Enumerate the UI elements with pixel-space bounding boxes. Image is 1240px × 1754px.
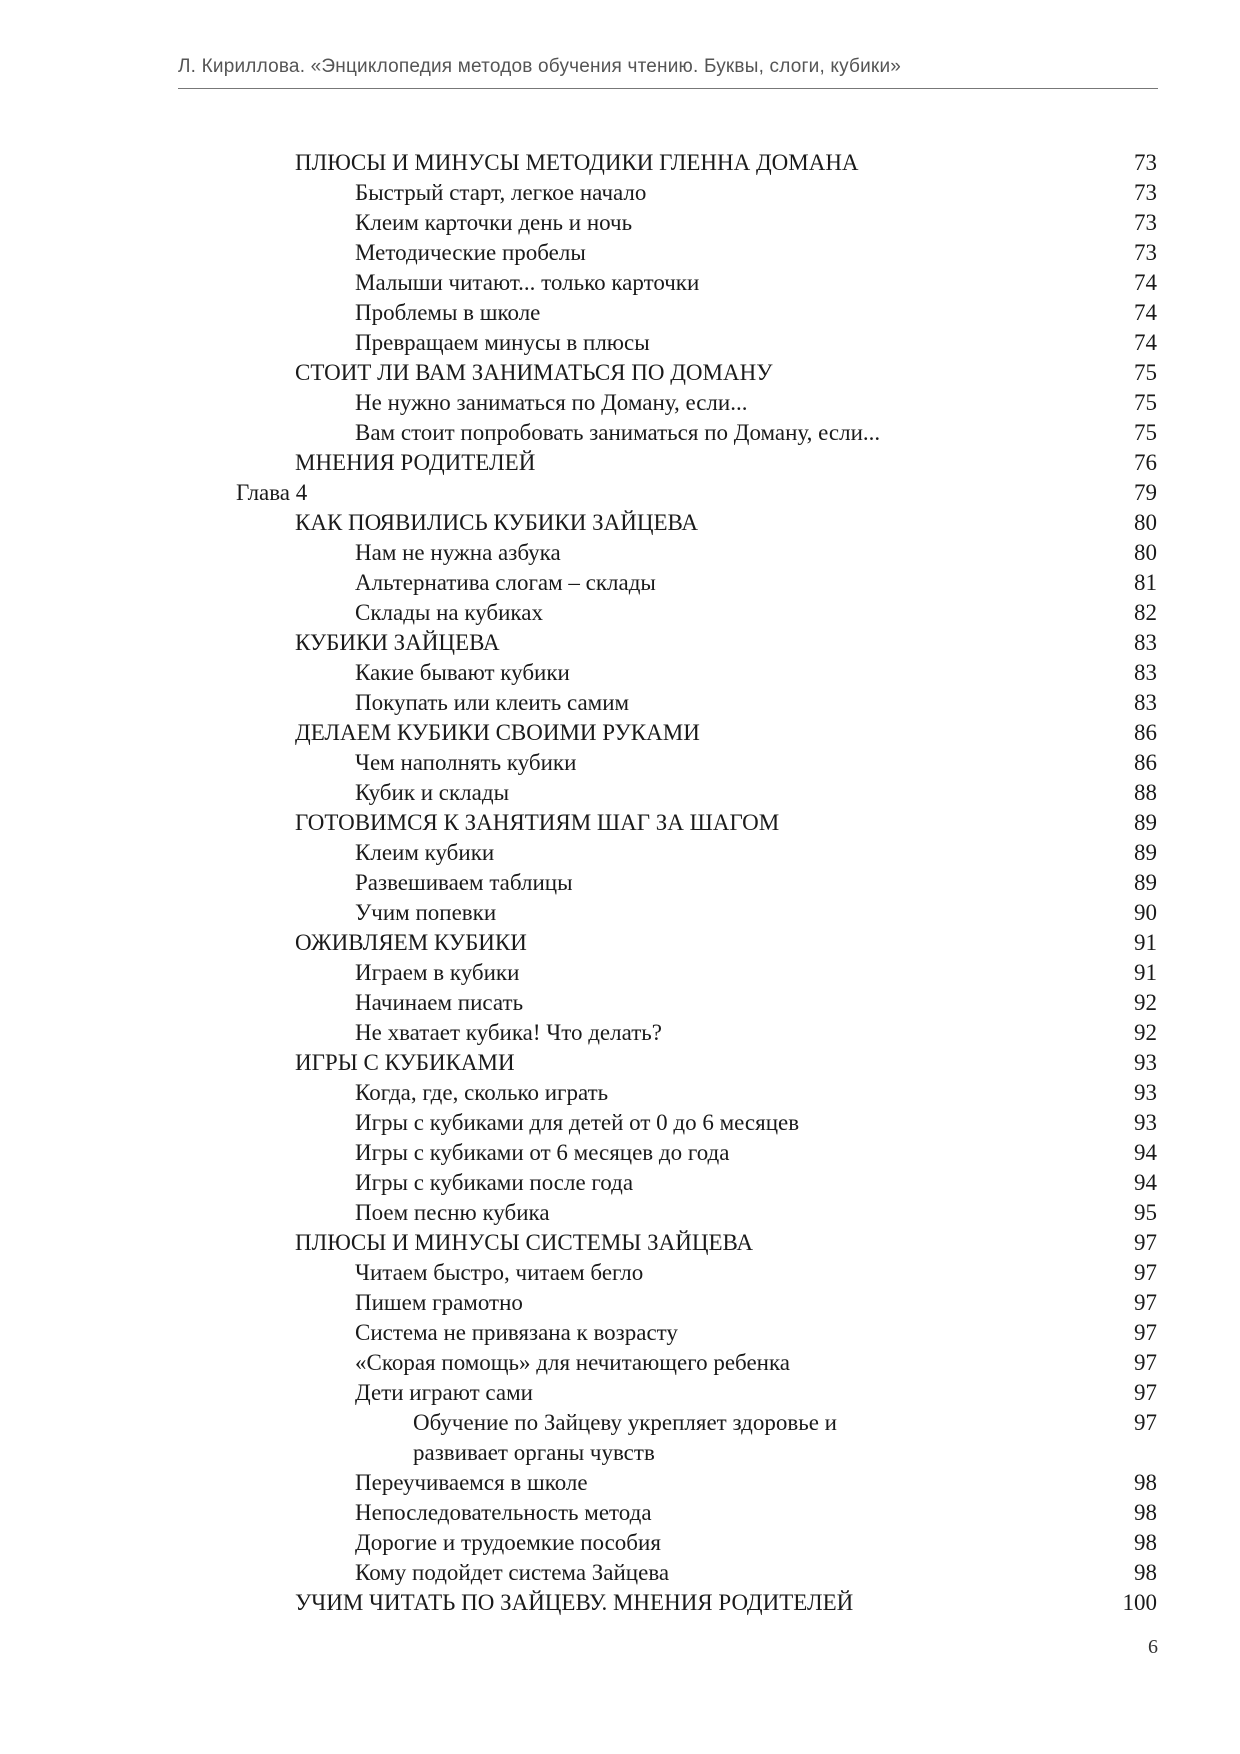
toc-entry: [0, 958, 1240, 988]
toc-entry: [0, 568, 1240, 598]
toc-entry-page: 89: [1134, 870, 1157, 895]
toc-entry-title: Учим попевки: [355, 900, 497, 925]
toc-entry-title: ПЛЮСЫ И МИНУСЫ МЕТОДИКИ ГЛЕННА ДОМАНА: [295, 150, 859, 175]
toc-entry-page: 97: [1134, 1350, 1157, 1375]
toc-entry: [0, 178, 1240, 208]
toc-entry: [0, 208, 1240, 238]
toc-entry-title: КУБИКИ ЗАЙЦЕВА: [295, 630, 500, 655]
toc-entry-title: Дорогие и трудоемкие пособия: [355, 1530, 661, 1555]
toc-entry-title: Быстрый старт, легкое начало: [355, 180, 647, 205]
toc-entry-page: 92: [1134, 1020, 1157, 1045]
toc-entry: [0, 298, 1240, 328]
toc-entry: [0, 238, 1240, 268]
toc-entry-page: 74: [1134, 270, 1157, 295]
toc-entry: [0, 478, 1240, 508]
toc-entry: [0, 148, 1240, 178]
toc-entry-page: 79: [1134, 480, 1157, 505]
toc-entry-title: Когда, где, сколько играть: [355, 1080, 609, 1105]
toc-entry-title: Система не привязана к возрасту: [355, 1320, 678, 1345]
toc-entry-title: Читаем быстро, читаем бегло: [355, 1260, 644, 1285]
toc-entry-page: 91: [1134, 960, 1157, 985]
toc-entry-title: ПЛЮСЫ И МИНУСЫ СИСТЕМЫ ЗАЙЦЕВА: [295, 1230, 754, 1255]
toc-entry-page: 97: [1134, 1260, 1157, 1285]
toc-entry: [0, 928, 1240, 958]
toc-entry: [0, 1258, 1240, 1288]
toc-entry-page: 97: [1134, 1230, 1157, 1255]
toc-entry-page: 73: [1134, 150, 1157, 175]
toc-entry-page: 93: [1134, 1080, 1157, 1105]
toc-entry: [0, 388, 1240, 418]
toc-entry: [0, 538, 1240, 568]
toc-entry-page: 93: [1134, 1110, 1157, 1135]
toc-entry-page: 76: [1134, 450, 1157, 475]
toc-entry: [0, 1288, 1240, 1318]
toc-entry: [0, 868, 1240, 898]
running-header: Л. Кириллова. «Энциклопедия методов обучения чтению. Буквы, слоги, кубики»: [178, 56, 902, 77]
toc-entry-page: 73: [1134, 210, 1157, 235]
toc-entry: [0, 448, 1240, 478]
toc-entry-title: Обучение по Зайцеву укрепляет здоровье и развивает органы чувств: [413, 1410, 837, 1465]
toc-entry-title: Нам не нужна азбука: [355, 540, 561, 565]
toc-entry-title: Игры с кубиками от 6 месяцев до года: [355, 1140, 730, 1165]
toc-entry: [0, 508, 1240, 538]
toc-entry: [0, 418, 1240, 448]
toc-entry-page: 83: [1134, 690, 1157, 715]
toc-entry: [0, 988, 1240, 1018]
toc-entry-title: Клеим кубики: [355, 840, 495, 865]
toc-entry: [0, 748, 1240, 778]
toc-entry-title: КАК ПОЯВИЛИСЬ КУБИКИ ЗАЙЦЕВА: [295, 510, 698, 535]
toc-entry-title: ОЖИВЛЯЕМ КУБИКИ: [295, 930, 527, 955]
toc-entry-page: 98: [1134, 1470, 1157, 1495]
toc-entry-title: Дети играют сами: [355, 1380, 533, 1405]
toc-entry-title: Превращаем минусы в плюсы: [355, 330, 650, 355]
toc-entry: [0, 718, 1240, 748]
toc-entry-page: 83: [1134, 630, 1157, 655]
toc-entry: [0, 1168, 1240, 1198]
toc-entry: [0, 268, 1240, 298]
toc-entry-page: 97: [1134, 1290, 1157, 1315]
toc-entry: [0, 1138, 1240, 1168]
toc-entry: [0, 838, 1240, 868]
toc-entry: [0, 1318, 1240, 1348]
toc-entry-title: Игры с кубиками после года: [355, 1170, 634, 1195]
toc-entry: [0, 1378, 1240, 1408]
toc-entry: [0, 778, 1240, 808]
toc-entry-page: 89: [1134, 810, 1157, 835]
toc-entry-title: Альтернатива слогам – склады: [355, 570, 656, 595]
toc-entry-page: 86: [1134, 720, 1157, 745]
toc-entry: [0, 1198, 1240, 1228]
toc-entry-title: Глава 4: [236, 480, 308, 505]
toc-entry: [0, 1078, 1240, 1108]
toc-entry: [0, 1558, 1240, 1588]
toc-entry: [0, 1108, 1240, 1138]
toc-entry-title: Клеим карточки день и ночь: [355, 210, 633, 235]
toc-entry: [0, 808, 1240, 838]
toc-entry-title: ГОТОВИМСЯ К ЗАНЯТИЯМ ШАГ ЗА ШАГОМ: [295, 810, 780, 835]
toc-entry-page: 81: [1134, 570, 1157, 595]
toc-entry-page: 86: [1134, 750, 1157, 775]
toc-entry-page: 80: [1134, 540, 1157, 565]
toc-entry-page: 97: [1134, 1320, 1157, 1345]
toc-entry-title: Начинаем писать: [355, 990, 524, 1015]
toc-entry: [0, 1348, 1240, 1378]
toc-entry-title: Кому подойдет система Зайцева: [355, 1560, 670, 1585]
toc-entry-title: Не хватает кубика! Что делать?: [355, 1020, 662, 1045]
toc-entry-page: 74: [1134, 330, 1157, 355]
toc-entry-title: Играем в кубики: [355, 960, 520, 985]
toc-entry: [0, 1018, 1240, 1048]
toc-entry-title: Вам стоит попробовать заниматься по Доману, если...: [355, 420, 881, 445]
toc-entry-page: 89: [1134, 840, 1157, 865]
toc-entry-page: 82: [1134, 600, 1157, 625]
toc-entry-title: Кубик и склады: [355, 780, 510, 805]
toc-entry-page: 97: [1134, 1380, 1157, 1405]
toc-entry: [0, 658, 1240, 688]
page-number: 6: [1148, 1636, 1158, 1658]
toc-entry: [0, 328, 1240, 358]
toc-entry-page: 73: [1134, 180, 1157, 205]
toc-entry-title: Развешиваем таблицы: [355, 870, 573, 895]
toc-entry: [0, 1528, 1240, 1558]
toc-entry-page: 98: [1134, 1500, 1157, 1525]
toc-entry: [0, 1468, 1240, 1498]
toc-entry-page: 95: [1134, 1200, 1157, 1225]
toc-entry-title: СТОИТ ЛИ ВАМ ЗАНИМАТЬСЯ ПО ДОМАНУ: [295, 360, 773, 385]
toc-entry-page: 100: [1122, 1590, 1157, 1615]
toc-entry-title: Методические пробелы: [355, 240, 586, 265]
toc-entry-page: 73: [1134, 240, 1157, 265]
toc-entry-page: 90: [1134, 900, 1157, 925]
toc-entry-title: Покупать или клеить самим: [355, 690, 630, 715]
toc-entry-page: 98: [1134, 1560, 1157, 1585]
toc-entry-title: Непоследовательность метода: [355, 1500, 652, 1525]
toc-entry-title: УЧИМ ЧИТАТЬ ПО ЗАЙЦЕВУ. МНЕНИЯ РОДИТЕЛЕЙ: [295, 1590, 854, 1615]
toc-entry-page: 83: [1134, 660, 1157, 685]
toc-entry: [0, 1498, 1240, 1528]
toc-entry: [0, 598, 1240, 628]
toc-entry: [0, 628, 1240, 658]
toc-entry-page: 75: [1134, 360, 1157, 385]
toc-entry-page: 94: [1134, 1170, 1157, 1195]
toc-entry-page: 74: [1134, 300, 1157, 325]
toc-entry-title: Малыши читают... только карточки: [355, 270, 700, 295]
toc-entry: [0, 688, 1240, 718]
toc-entry-title: Пишем грамотно: [355, 1290, 523, 1315]
toc-entry-page: 91: [1134, 930, 1157, 955]
toc-entry-title: Переучиваемся в школе: [355, 1470, 588, 1495]
toc-entry: [0, 358, 1240, 388]
toc-entry-page: 93: [1134, 1050, 1157, 1075]
toc-entry: [0, 1228, 1240, 1258]
toc-entry: [0, 1408, 1240, 1468]
toc-entry-page: 94: [1134, 1140, 1157, 1165]
toc-entry-page: 92: [1134, 990, 1157, 1015]
toc-entry-title: Поем песню кубика: [355, 1200, 550, 1225]
table-of-contents: [0, 148, 1240, 1618]
toc-entry-title: ДЕЛАЕМ КУБИКИ СВОИМИ РУКАМИ: [295, 720, 700, 745]
toc-entry-title: Проблемы в школе: [355, 300, 541, 325]
header-divider: [178, 88, 1158, 89]
toc-entry-title: Какие бывают кубики: [355, 660, 570, 685]
toc-entry-page: 97: [1134, 1410, 1157, 1435]
toc-entry-title: Чем наполнять кубики: [355, 750, 577, 775]
toc-entry: [0, 1588, 1240, 1618]
toc-entry-title: «Скорая помощь» для нечитающего ребенка: [355, 1350, 791, 1375]
toc-entry-page: 75: [1134, 420, 1157, 445]
toc-entry-title: Игры с кубиками для детей от 0 до 6 месяцев: [355, 1110, 800, 1135]
toc-entry-title: Не нужно заниматься по Доману, если...: [355, 390, 748, 415]
toc-entry-title: Склады на кубиках: [355, 600, 543, 625]
toc-entry-title: ИГРЫ С КУБИКАМИ: [295, 1050, 515, 1075]
toc-entry-page: 98: [1134, 1530, 1157, 1555]
toc-entry-page: 80: [1134, 510, 1157, 535]
toc-entry-page: 75: [1134, 390, 1157, 415]
toc-entry-page: 88: [1134, 780, 1157, 805]
toc-entry: [0, 898, 1240, 928]
toc-entry-title: МНЕНИЯ РОДИТЕЛЕЙ: [295, 450, 536, 475]
toc-entry: [0, 1048, 1240, 1078]
